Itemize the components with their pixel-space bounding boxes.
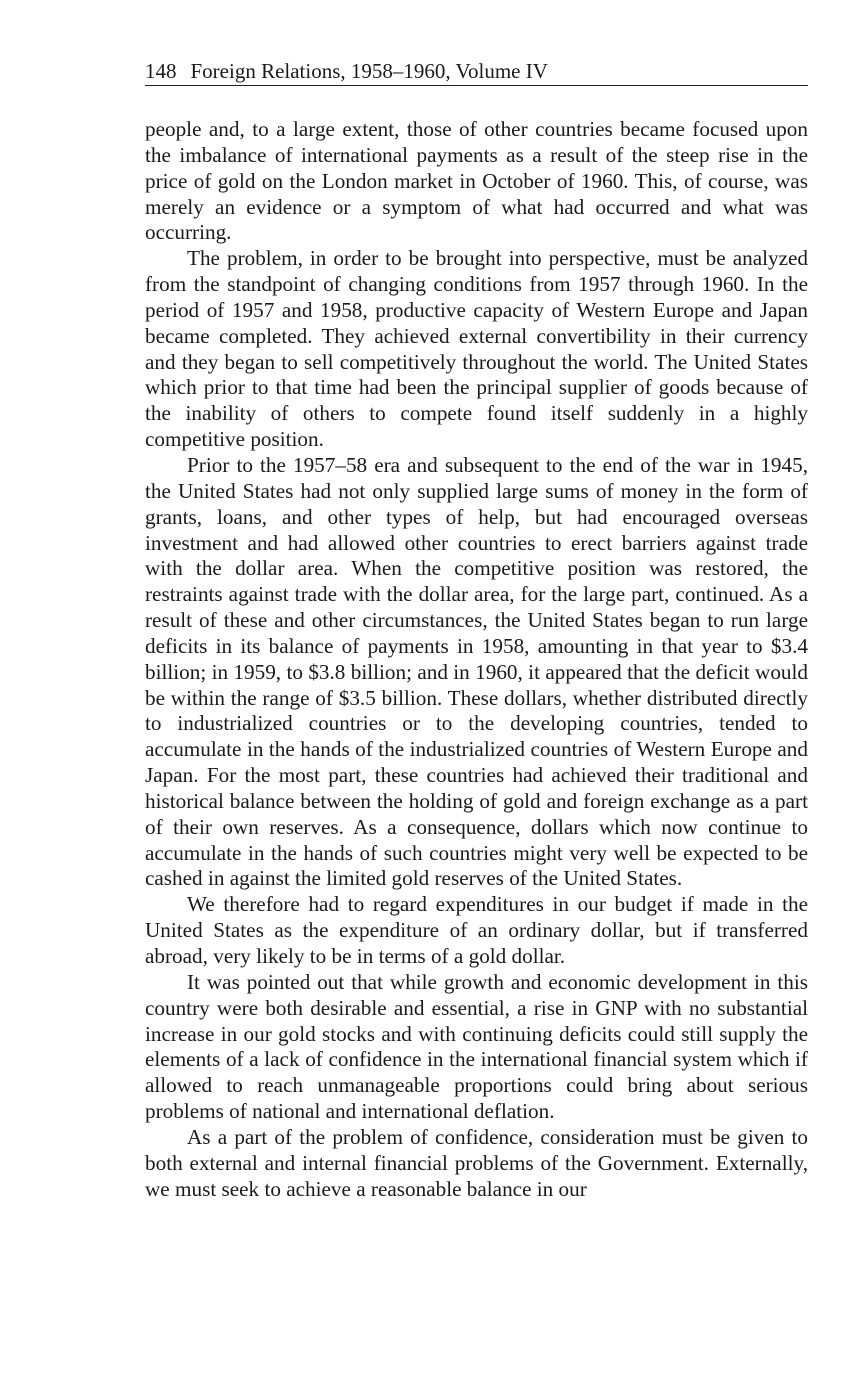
page-number: 148 xyxy=(145,59,177,83)
running-title: Foreign Relations, 1958–1960, Volume IV xyxy=(190,59,548,83)
paragraph-continued: people and, to a large extent, those of other countries became focused upon the imbalance of international payments as a result of the steep rise in the price of gold on the London market in October of 1960. This, of course, was merely an evidence or a symptom of what had occurred and what was occurring. xyxy=(145,117,808,245)
paragraph: As a part of the problem of confidence, consideration must be given to both external and internal financial problems of the Government. Externally, we must seek to achieve a reasonable balance in our xyxy=(145,1124,808,1201)
paragraph: It was pointed out that while growth and economic development in this country were both desirable and essential, a rise in GNP with no substantial increase in our gold stocks and with continuing deficits could still supply the elements of a lack of confidence in the international financial system which if allowed to reach unmanageable proportions could bring about serious problems of national and international deflation. xyxy=(145,969,808,1124)
paragraph: Prior to the 1957–58 era and subsequent to the end of the war in 1945, the United States had not only supplied large sums of money in the form of grants, loans, and other types of help, but had encouraged overseas investment and had allowed other countries to erect barriers against trade with the dollar area. When the competitive position was restored, the restraints against trade with the dollar area, for the large part, continued. As a result of these and other circumstances, the United States began to run large deficits in its balance of payments in 1958, amounting in that year to $3.4 billion; in 1959, to $3.8 billion; and in 1960, it appeared that the deficit would be within the range of $3.5 billion. These dollars, whether distributed directly to industrialized countries or to the developing countries, tended to accumulate in the hands of the industrialized countries of Western Europe and Japan. For the most part, these countries had achieved their traditional and historical balance between the holding of gold and foreign exchange as a part of their own reserves. As a consequence, dollars which now continue to accumulate in the hands of such countries might very well be expected to be cashed in against the limited gold reserves of the United States. xyxy=(145,452,808,891)
body-text xyxy=(145,117,808,1202)
paragraph: The problem, in order to be brought into perspective, must be analyzed from the standpoint of changing conditions from 1957 through 1960. In the period of 1957 and 1958, productive capacity of Western Europe and Japan became completed. They achieved external convertibility in their currency and they began to sell competitively throughout the world. The United States which prior to that time had been the principal supplier of goods because of the inability of others to compete found itself suddenly in a highly competitive position. xyxy=(145,246,808,452)
running-header xyxy=(145,58,808,86)
paragraph: We therefore had to regard expenditures in our budget if made in the United States as the expenditure of an ordinary dollar, but if transferred abroad, very likely to be in terms of a gold dollar. xyxy=(145,892,808,968)
document-page xyxy=(145,58,808,1202)
